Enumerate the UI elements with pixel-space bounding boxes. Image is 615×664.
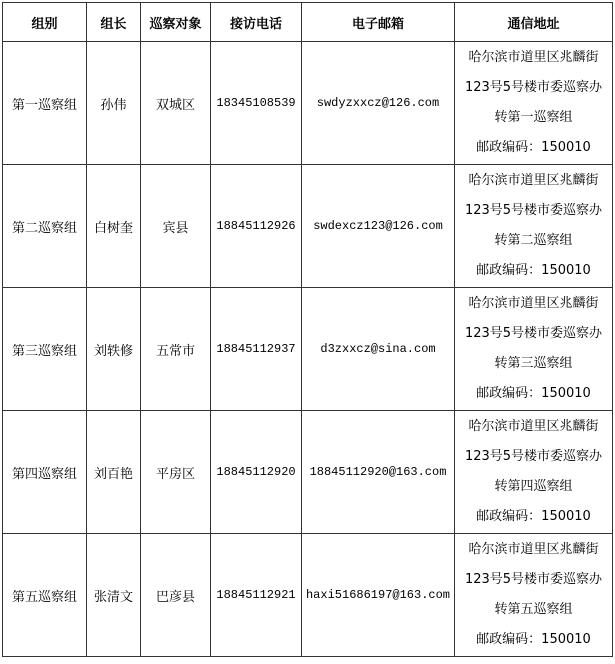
- leader-cell: 张清文: [87, 534, 141, 657]
- address-line: 哈尔滨市道里区兆麟街: [468, 296, 599, 311]
- table-row: [3, 534, 613, 657]
- postal-code-line: 邮政编码：150010: [476, 509, 591, 524]
- address-line: 转第五巡察组: [494, 602, 573, 617]
- address-line: 123号5号楼市委巡察办: [464, 449, 603, 464]
- header-leader: 组长: [87, 3, 141, 42]
- postal-code-line: 邮政编码：150010: [476, 632, 591, 647]
- address-line: 哈尔滨市道里区兆麟街: [468, 50, 599, 65]
- group-cell: 第五巡察组: [3, 534, 87, 657]
- leader-cell: 白树奎: [87, 165, 141, 288]
- table-row: [3, 165, 613, 288]
- address-cell: [455, 288, 613, 411]
- email-cell: d3zxxcz@sina.com: [302, 288, 455, 411]
- email-cell: haxi51686197@163.com: [302, 534, 455, 657]
- address-cell: [455, 42, 613, 165]
- header-group: 组别: [3, 3, 87, 42]
- address-line: 转第一巡察组: [494, 110, 573, 125]
- email-cell: 18845112920@163.com: [302, 411, 455, 534]
- email-cell: swdexcz123@126.com: [302, 165, 455, 288]
- email-cell: swdyzxxcz@126.com: [302, 42, 455, 165]
- group-cell: 第二巡察组: [3, 165, 87, 288]
- header-target: 巡察对象: [141, 3, 211, 42]
- postal-code-line: 邮政编码：150010: [476, 386, 591, 401]
- address-line: 转第二巡察组: [494, 233, 573, 248]
- address-line: 123号5号楼市委巡察办: [464, 203, 603, 218]
- table-row: [3, 288, 613, 411]
- group-cell: 第四巡察组: [3, 411, 87, 534]
- inspection-groups-table: [2, 2, 613, 657]
- phone-cell: 18845112921: [211, 534, 302, 657]
- address-line: 123号5号楼市委巡察办: [464, 572, 603, 587]
- phone-cell: 18345108539: [211, 42, 302, 165]
- header-address: 通信地址: [455, 3, 613, 42]
- address-line: 哈尔滨市道里区兆麟街: [468, 173, 599, 188]
- header-row: [3, 3, 613, 42]
- leader-cell: 刘百艳: [87, 411, 141, 534]
- header-phone: 接访电话: [211, 3, 302, 42]
- address-line: 转第四巡察组: [494, 479, 573, 494]
- phone-cell: 18845112926: [211, 165, 302, 288]
- leader-cell: 孙伟: [87, 42, 141, 165]
- target-cell: 平房区: [141, 411, 211, 534]
- address-cell: [455, 165, 613, 288]
- phone-cell: 18845112920: [211, 411, 302, 534]
- postal-code-line: 邮政编码：150010: [476, 140, 591, 155]
- target-cell: 五常市: [141, 288, 211, 411]
- address-cell: [455, 411, 613, 534]
- address-line: 123号5号楼市委巡察办: [464, 326, 603, 341]
- address-line: 123号5号楼市委巡察办: [464, 80, 603, 95]
- address-line: 哈尔滨市道里区兆麟街: [468, 542, 599, 557]
- address-line: 转第三巡察组: [494, 356, 573, 371]
- target-cell: 双城区: [141, 42, 211, 165]
- header-email: 电子邮箱: [302, 3, 455, 42]
- address-line: 哈尔滨市道里区兆麟街: [468, 419, 599, 434]
- group-cell: 第一巡察组: [3, 42, 87, 165]
- phone-cell: 18845112937: [211, 288, 302, 411]
- leader-cell: 刘轶修: [87, 288, 141, 411]
- address-cell: [455, 534, 613, 657]
- group-cell: 第三巡察组: [3, 288, 87, 411]
- target-cell: 巴彦县: [141, 534, 211, 657]
- table-row: [3, 42, 613, 165]
- table-row: [3, 411, 613, 534]
- target-cell: 宾县: [141, 165, 211, 288]
- postal-code-line: 邮政编码：150010: [476, 263, 591, 278]
